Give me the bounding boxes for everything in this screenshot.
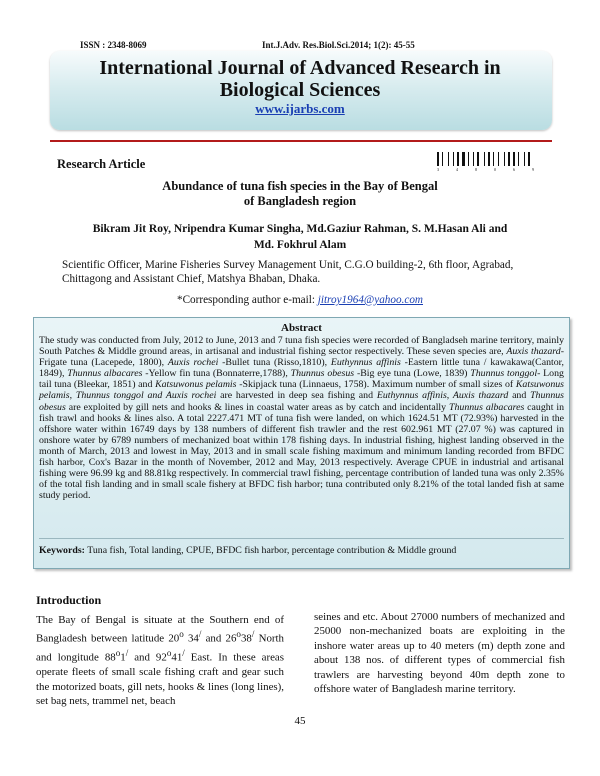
barcode-bar bbox=[450, 152, 452, 166]
barcode-bar bbox=[520, 152, 523, 166]
barcode-bar bbox=[506, 152, 507, 166]
citation: Int.J.Adv. Res.Biol.Sci.2014; 1(2): 45-55 bbox=[262, 40, 415, 50]
barcode-bar bbox=[468, 152, 469, 166]
barcode-bar bbox=[518, 152, 519, 166]
barcode-bar bbox=[440, 152, 441, 166]
corresponding-author bbox=[0, 294, 600, 306]
header-rule bbox=[50, 140, 552, 142]
barcode-bar bbox=[457, 152, 459, 166]
article-type: Research Article bbox=[57, 157, 146, 171]
barcode-bar bbox=[437, 152, 439, 166]
barcode-bar bbox=[475, 152, 476, 166]
abstract-divider bbox=[39, 538, 564, 539]
keywords-label: Keywords: bbox=[39, 545, 85, 556]
article-title-line1: Abundance of tuna fish species in the Bay of Bengal bbox=[162, 179, 438, 193]
barcode-bar bbox=[531, 152, 532, 166]
barcode-bar bbox=[511, 152, 512, 166]
intro-column-right: seines and etc. About 27000 numbers of mechanized and 25000 non-mechanized boats are exploiting in the inshore water areas up to 40 meters (m) depth zone and about 138 nos. of different types of commercial fish trawlers are harvesting beyond 40m depth zone to offshore water of Bangladesh marine territory. bbox=[314, 611, 565, 696]
barcode-bar bbox=[484, 152, 485, 166]
authors-line2: Md. Fokhrul Alam bbox=[253, 239, 347, 251]
authors bbox=[80, 221, 520, 253]
barcode-bar bbox=[491, 152, 492, 166]
intro-column-left: The Bay of Bengal is situate at the Southern end of Bangladesh between latitude 20$^o$ 34/ and 26$^o$38/ North and longitude 88$^o$1/ and 92$^o$41/ East. In these areas operate fleets of small scale fishing craft and gear such the motorized boats, gill nets, hooks & lines (long lines), set bag nets, trammel net, beach bbox=[36, 614, 284, 708]
barcode-bar bbox=[460, 152, 461, 166]
barcode-bar bbox=[448, 152, 449, 166]
barcode-digits: 3 4 8 0 6 9 bbox=[437, 167, 542, 172]
article-title-line2: of Bangladesh region bbox=[243, 194, 357, 208]
affiliation-line1: Scientific Officer, Marine Fisheries Survey Management Unit, C.G.O building-2, 6th floor, Agrabad, bbox=[62, 259, 514, 271]
barcode-bar bbox=[480, 152, 483, 166]
barcode-bar bbox=[488, 152, 490, 166]
barcode-bar bbox=[477, 152, 479, 166]
journal-title-line1: International Journal of Advanced Research in bbox=[99, 57, 501, 79]
introduction-heading: Introduction bbox=[36, 593, 102, 607]
abstract-heading: Abstract bbox=[281, 322, 322, 334]
page-number: 45 bbox=[294, 715, 306, 727]
corr-prefix: *Corresponding author e-mail: bbox=[176, 294, 318, 306]
barcode-bar bbox=[498, 152, 499, 166]
journal-title-line2: Biological Sciences bbox=[219, 79, 381, 101]
barcode-bar bbox=[466, 152, 467, 166]
barcode-bar bbox=[513, 152, 515, 166]
barcode-bar bbox=[500, 152, 503, 166]
barcode-bar bbox=[455, 152, 456, 166]
barcode-bar bbox=[486, 152, 487, 166]
barcode-bar bbox=[495, 152, 497, 166]
barcode-bar bbox=[442, 152, 443, 166]
barcode-bar bbox=[504, 152, 505, 166]
abstract-box bbox=[33, 317, 570, 569]
barcode-bar bbox=[453, 152, 454, 166]
barcode-bar bbox=[508, 152, 510, 166]
affiliation-line2: Chittagong and Assistant Chief, Matshya Bhaban, Dhaka. bbox=[62, 273, 321, 285]
affiliation bbox=[62, 258, 542, 286]
barcode-bar bbox=[444, 152, 447, 166]
authors-line1: Bikram Jit Roy, Nripendra Kumar Singha, Md.Gaziur Rahman, S. M.Hasan Ali and bbox=[92, 223, 508, 235]
keywords-list: Tuna fish, Total landing, CPUE, BFDC fish harbor, percentage contribution & Middle ground bbox=[84, 545, 457, 556]
barcode-bar bbox=[524, 152, 525, 166]
corr-email-link[interactable]: jitroy1964@yahoo.com bbox=[317, 294, 423, 306]
journal-url[interactable]: www.ijarbs.com bbox=[255, 101, 345, 116]
barcode-bar bbox=[526, 152, 527, 166]
barcode bbox=[437, 146, 549, 166]
issn: ISSN : 2348-8069 bbox=[80, 40, 147, 50]
barcode-bar bbox=[516, 152, 517, 166]
barcode-bar bbox=[470, 152, 472, 166]
keywords bbox=[39, 545, 564, 556]
barcode-bar bbox=[493, 152, 494, 166]
barcode-bar bbox=[462, 152, 465, 166]
barcode-bar bbox=[528, 152, 530, 166]
abstract-text: The study was conducted from July, 2012 to June, 2013 and 7 tuna fish species were recorded of Bangladseh marine territory, mainly South Patches & Middle ground areas, in artisanal and industrial fishing sector respectively. These seven species are, Auxis thazard- Frigate tuna (Lacepede, 1800), Auxis rochei -Bullet tuna (Risso,1810), Euthynnus affinis -Eastern little tuna / kawakawa(Cantor, 1849), Thunnus albacares -Yellow fin tuna (Bonnaterre,1788), Thunnus obesus -Big eye tuna (Lowe, 1839) Thunnus tonggol- Long tail tuna (Bleekar, 1851) and Katsuwonus pelamis -Skipjack tuna (Linnaeus, 1758). Maximum number of small sizes of Katsuwonus pelamis, Thunnus tonggol and Auxis rochei are harvested in deep sea fishing and Euthynnus affinis, Auxis thazard and Thunnus obesus are exploited by gill nets and hooks & lines in coastal water areas as by catch and incidentally Thunnus albacares caught in fish trawl and hooks & lines also. A total 2227.471 MT of tuna fish were landed, on which 1624.51 MT (72.93%) harvested in the offshore water within 16749 days by 138 numbers of different fish trawler and the rest 602.961 MT (27.07 %) was captured in onshore water by 6789 numbers of mechanized boat within 178 fishing days. In industrial fishing, highest landing observed in the month of March, 2013 and lowest in May, 2013 and in small scale fishing maximum and minimum landing recorded from BFDC fish harbor, Cox's Bazar in the month of November, 2012 and May, 2013 respectively. Average CPUE in industrial and artisanal fishing were 96.99 kg and 88.81kg respectively. In commercial trawl fishing, percentage contribution of landed tuna was only 2.35% of the total fish landing and in small scale fishery at BFDC fish harbor; tuna contributed only 8.21% of the total landed fish at same study period. bbox=[39, 335, 564, 502]
barcode-bar bbox=[473, 152, 474, 166]
